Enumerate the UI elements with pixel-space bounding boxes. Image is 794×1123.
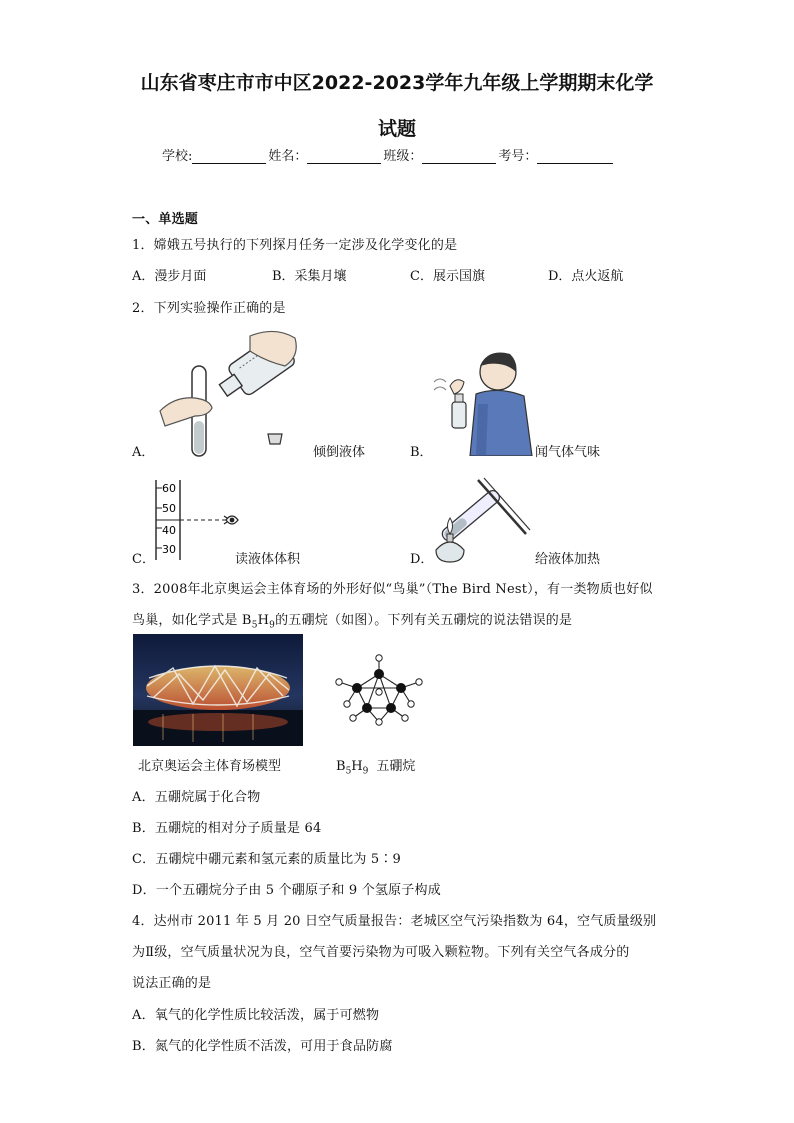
q2-option-b-caption: 闻气体气味 (535, 445, 601, 460)
left-hand-shape (160, 398, 212, 426)
q2-option-a-letter: A． (132, 445, 155, 460)
student-info-row (162, 145, 615, 164)
q4-option-b: B．氮气的化学性质不活泼，可用于食品防腐 (132, 1039, 393, 1054)
q3-stem-pre: 鸟巢，如化学式是 B (132, 613, 252, 628)
heating-liquid-illustration (428, 472, 532, 564)
q3-formula-sub1: 5 (251, 620, 258, 631)
pouring-liquid-illustration (150, 326, 310, 460)
q2-option-c-letter: C． (132, 552, 155, 567)
flame-icon (448, 518, 453, 534)
q3-option-c: C．五硼烷中硼元素和氢元素的质量比为 5∶9 (132, 852, 402, 867)
q4-stem-line1: 4．达州市 2011 年 5 月 20 日空气质量报告：老城区空气污染指数为 64，空气质量级别 (132, 914, 657, 929)
bird-nest-stadium-photo (133, 634, 303, 746)
q1-option-a: A．漫步月面 (132, 269, 207, 284)
stadium-photo-caption: 北京奥运会主体育场模型 (138, 759, 282, 774)
q4-option-a: A．氧气的化学性质比较活泼，属于可燃物 (132, 1008, 380, 1023)
q3-stem-mid: H (257, 613, 270, 628)
tick-label-50: 50 (162, 502, 176, 515)
q4-stem-line2: 为Ⅱ级，空气质量状况为良，空气首要污染物为可吸入颗粒物。下列有关空气各成分的 (132, 945, 630, 960)
q2-option-c-caption: 读液体体积 (235, 552, 301, 567)
test-tube-liquid (194, 421, 204, 454)
school-label: 学校: (162, 149, 193, 164)
tick-label-40: 40 (162, 524, 176, 537)
eye-icon (226, 516, 238, 524)
q4-stem-line3: 说法正确的是 (132, 976, 212, 991)
school-blank (192, 149, 266, 164)
class-blank (422, 149, 496, 164)
gas-bottle-shape (452, 402, 466, 428)
name-blank (307, 149, 381, 164)
q3-option-d: D．一个五硼烷分子由 5 个硼原子和 9 个氢原子构成 (132, 883, 441, 898)
tick-label-60: 60 (162, 482, 176, 495)
section-heading: 一、单选题 (132, 212, 199, 227)
airflow-lines (434, 379, 446, 390)
q3-option-a: A．五硼烷属于化合物 (132, 790, 261, 805)
exam-title-line2: 试题 (377, 118, 416, 140)
tick-label-30: 30 (162, 543, 176, 556)
molecule-caption (336, 755, 415, 777)
wafting-hand-shape (450, 380, 464, 394)
q1-option-b: B．采集月壤 (272, 269, 347, 284)
stopper-shape (268, 434, 282, 444)
number-blank (537, 149, 613, 164)
mol-caption-sub1: 5 (345, 766, 352, 777)
q1-stem: 1．嫦娥五号执行的下列探月任务一定涉及化学变化的是 (132, 238, 458, 253)
q3-formula-sub2: 9 (269, 620, 276, 631)
q3-stem-line1: 3．2008年北京奥运会主体育场的外形好似“鸟巢”（The Bird Nest），有一类物质也好似 (132, 582, 653, 597)
name-label: 姓名： (268, 149, 308, 164)
number-label: 考号： (498, 149, 538, 164)
mol-caption-b: B (336, 759, 346, 774)
mol-caption-h: H (351, 759, 363, 774)
mol-caption-name: 五硼烷 (376, 759, 416, 774)
smelling-gas-illustration (428, 344, 538, 456)
q2-option-d-letter: D． (410, 552, 434, 567)
q2-option-b-letter: B． (410, 445, 433, 460)
mol-caption-sub2: 9 (362, 766, 369, 777)
q2-stem: 2．下列实验操作正确的是 (132, 301, 286, 316)
exam-title-line1: 山东省枣庄市市中区2022-2023学年九年级上学期期末化学 (140, 72, 654, 94)
q3-option-b: B．五硼烷的相对分子质量是 64 (132, 821, 322, 836)
q1-option-d: D．点火返航 (548, 269, 624, 284)
q2-option-a-caption: 倾倒液体 (313, 445, 366, 460)
q1-option-c: C．展示国旗 (410, 269, 485, 284)
q2-option-d-caption: 给液体加热 (535, 552, 601, 567)
pentaborane-molecule-diagram (333, 652, 425, 728)
class-label: 班级： (383, 149, 423, 164)
q3-stem-post: 的五硼烷（如图）。下列有关五硼烷的说法错误的是 (275, 613, 573, 628)
q3-stem-line2 (132, 609, 572, 631)
